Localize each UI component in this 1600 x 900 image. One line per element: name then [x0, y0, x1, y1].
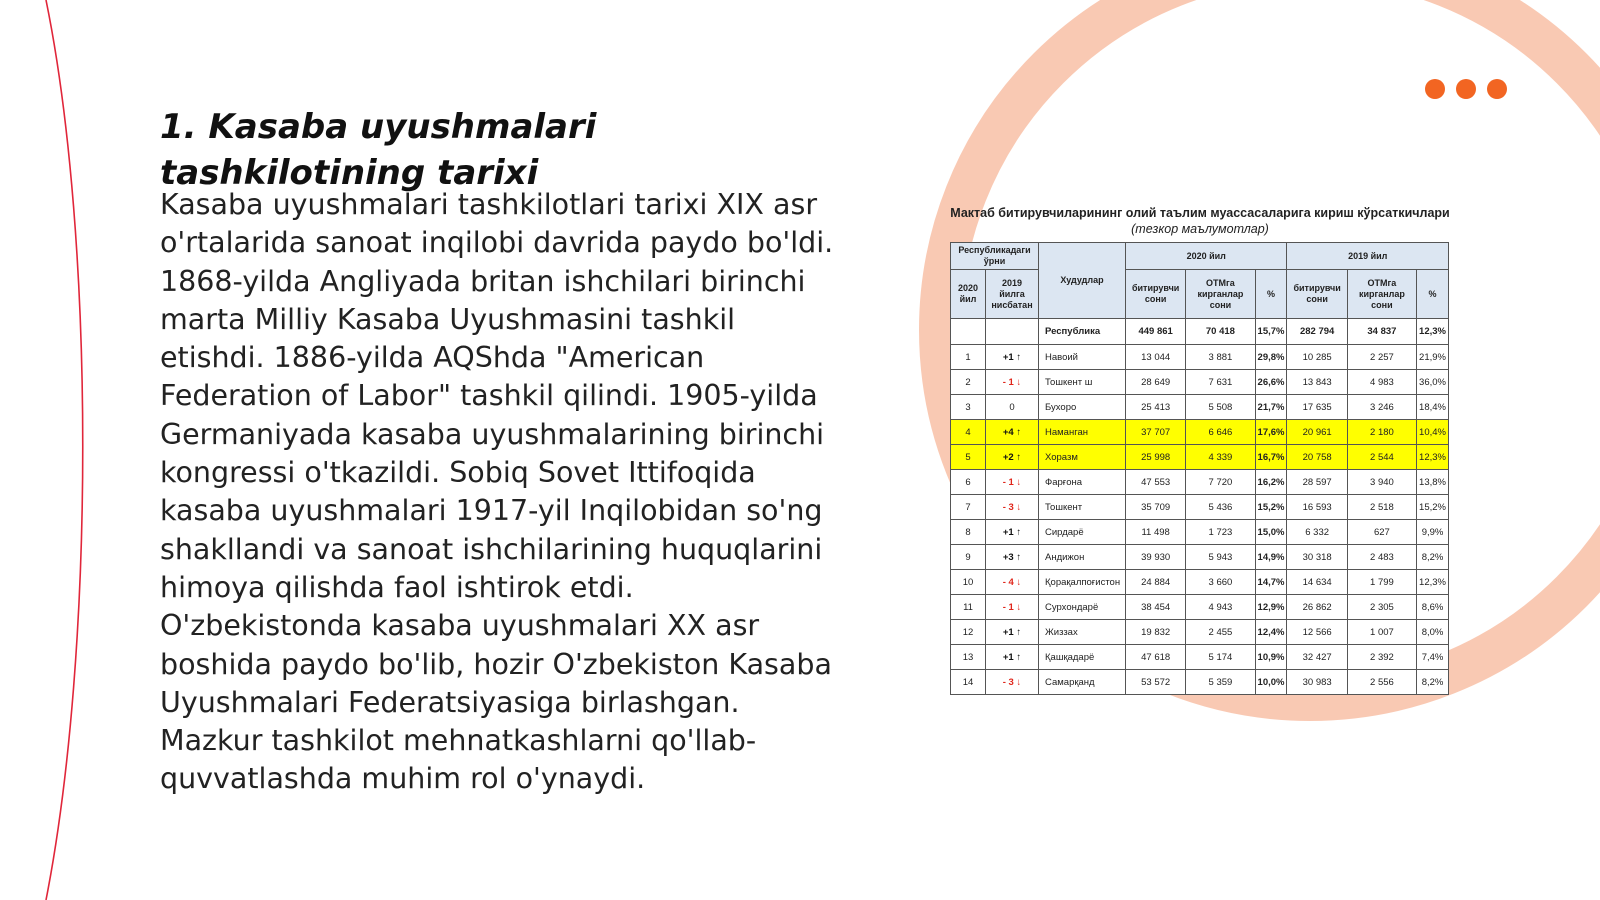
republic-pct-2019: 12,3% — [1417, 319, 1449, 345]
region-cell: Қорақалпоғистон — [1039, 570, 1126, 595]
region-cell: Тошкент — [1039, 495, 1126, 520]
grads-2019-cell: 20 758 — [1287, 445, 1347, 470]
header-year-2020: 2020 йил — [1126, 243, 1287, 270]
grads-2019-cell: 14 634 — [1287, 570, 1347, 595]
rank-cell: 2 — [951, 370, 986, 395]
rank-change-cell: +1 ↑ — [986, 520, 1039, 545]
region-cell: Сирдарё — [1039, 520, 1126, 545]
admitted-2020-cell: 7 720 — [1186, 470, 1255, 495]
pct-2019-cell: 10,4% — [1417, 420, 1449, 445]
orange-dot-icon — [1487, 79, 1507, 99]
header-admitted-2019: ОТМга кирганлар сони — [1347, 270, 1416, 319]
republic-row — [951, 319, 1449, 345]
rank-change-cell: 0 — [986, 395, 1039, 420]
region-cell: Андижон — [1039, 545, 1126, 570]
pct-2019-cell: 7,4% — [1417, 645, 1449, 670]
rank-cell: 7 — [951, 495, 986, 520]
grads-2019-cell: 16 593 — [1287, 495, 1347, 520]
rank-cell: 14 — [951, 670, 986, 695]
region-cell: Сурхондарё — [1039, 595, 1126, 620]
region-cell: Қашқадарё — [1039, 645, 1126, 670]
grads-2020-cell: 47 553 — [1126, 470, 1186, 495]
region-cell: Жиззах — [1039, 620, 1126, 645]
pct-2020-cell: 15,2% — [1255, 495, 1287, 520]
rank-cell: 8 — [951, 520, 986, 545]
region-cell: Наманган — [1039, 420, 1126, 445]
admitted-2019-cell: 2 556 — [1347, 670, 1416, 695]
admitted-2019-cell: 2 544 — [1347, 445, 1416, 470]
admitted-2019-cell: 2 518 — [1347, 495, 1416, 520]
region-cell: Фарғона — [1039, 470, 1126, 495]
admitted-2020-cell: 7 631 — [1186, 370, 1255, 395]
header-pct-2020: % — [1255, 270, 1287, 319]
figure-title: Мактаб битирувчиларининг олий таълим муассасаларига кириш кўрсаткичлари — [950, 206, 1450, 220]
pct-2019-cell: 18,4% — [1417, 395, 1449, 420]
pct-2020-cell: 10,9% — [1255, 645, 1287, 670]
table-row — [951, 570, 1449, 595]
admitted-2019-cell: 2 305 — [1347, 595, 1416, 620]
rank-change-cell: +1 ↑ — [986, 620, 1039, 645]
orange-dot-icon — [1425, 79, 1445, 99]
pct-2020-cell: 16,2% — [1255, 470, 1287, 495]
decorative-red-line — [46, 0, 83, 900]
grads-2019-cell: 17 635 — [1287, 395, 1347, 420]
admitted-2020-cell: 6 646 — [1186, 420, 1255, 445]
grads-2020-cell: 53 572 — [1126, 670, 1186, 695]
pct-2020-cell: 15,0% — [1255, 520, 1287, 545]
pct-2020-cell: 29,8% — [1255, 345, 1287, 370]
republic-admitted-2020: 70 418 — [1186, 319, 1255, 345]
rank-cell: 6 — [951, 470, 986, 495]
pct-2019-cell: 15,2% — [1417, 495, 1449, 520]
region-cell: Бухоро — [1039, 395, 1126, 420]
republic-name: Республика — [1039, 319, 1126, 345]
admitted-2020-cell: 5 436 — [1186, 495, 1255, 520]
admitted-2019-cell: 4 983 — [1347, 370, 1416, 395]
slide-title: 1. Kasaba uyushmalari tashkilotining tarixi — [160, 107, 597, 193]
table-row — [951, 520, 1449, 545]
pct-2020-cell: 21,7% — [1255, 395, 1287, 420]
pct-2019-cell: 8,2% — [1417, 670, 1449, 695]
rank-change-cell: - 1 ↓ — [986, 595, 1039, 620]
grads-2019-cell: 30 318 — [1287, 545, 1347, 570]
grads-2020-cell: 19 832 — [1126, 620, 1186, 645]
pct-2020-cell: 17,6% — [1255, 420, 1287, 445]
grads-2019-cell: 28 597 — [1287, 470, 1347, 495]
table-row — [951, 670, 1449, 695]
republic-grads-2020: 449 861 — [1126, 319, 1186, 345]
admitted-2019-cell: 2 180 — [1347, 420, 1416, 445]
admitted-2020-cell: 5 174 — [1186, 645, 1255, 670]
rank-change-cell: +3 ↑ — [986, 545, 1039, 570]
grads-2019-cell: 20 961 — [1287, 420, 1347, 445]
grads-2020-cell: 25 998 — [1126, 445, 1186, 470]
rank-cell: 12 — [951, 620, 986, 645]
rank-cell: 3 — [951, 395, 986, 420]
header-rank-change: 2019 йилга нисбатан — [986, 270, 1039, 319]
pct-2019-cell: 21,9% — [1417, 345, 1449, 370]
rank-cell: 4 — [951, 420, 986, 445]
admitted-2020-cell: 3 660 — [1186, 570, 1255, 595]
orange-dot-icon — [1456, 79, 1476, 99]
header-year-2019: 2019 йил — [1287, 243, 1449, 270]
grads-2020-cell: 24 884 — [1126, 570, 1186, 595]
header-grads-2019: битирувчи сони — [1287, 270, 1347, 319]
region-cell: Навоий — [1039, 345, 1126, 370]
figure-subtitle: (тезкор маълумотлар) — [1131, 222, 1269, 236]
rank-change-cell: - 4 ↓ — [986, 570, 1039, 595]
grads-2020-cell: 11 498 — [1126, 520, 1186, 545]
pct-2020-cell: 14,9% — [1255, 545, 1287, 570]
grads-2019-cell: 12 566 — [1287, 620, 1347, 645]
region-cell: Тошкент ш — [1039, 370, 1126, 395]
grads-2020-cell: 28 649 — [1126, 370, 1186, 395]
pct-2020-cell: 12,9% — [1255, 595, 1287, 620]
pct-2019-cell: 12,3% — [1417, 445, 1449, 470]
figure-caption — [950, 205, 1450, 237]
admitted-2020-cell: 4 943 — [1186, 595, 1255, 620]
grads-2020-cell: 38 454 — [1126, 595, 1186, 620]
pct-2019-cell: 9,9% — [1417, 520, 1449, 545]
grads-2020-cell: 37 707 — [1126, 420, 1186, 445]
table-row — [951, 395, 1449, 420]
region-cell: Хоразм — [1039, 445, 1126, 470]
table-row — [951, 495, 1449, 520]
rank-cell: 13 — [951, 645, 986, 670]
rank-cell: 1 — [951, 345, 986, 370]
republic-pct-2020: 15,7% — [1255, 319, 1287, 345]
header-admitted-2020: ОТМга кирганлар сони — [1186, 270, 1255, 319]
rank-change-cell: - 3 ↓ — [986, 495, 1039, 520]
admitted-2020-cell: 1 723 — [1186, 520, 1255, 545]
table-row — [951, 545, 1449, 570]
rank-change-cell: - 3 ↓ — [986, 670, 1039, 695]
grads-2019-cell: 26 862 — [1287, 595, 1347, 620]
statistics-table — [950, 242, 1449, 695]
pct-2020-cell: 14,7% — [1255, 570, 1287, 595]
region-cell: Самарқанд — [1039, 670, 1126, 695]
pct-2019-cell: 36,0% — [1417, 370, 1449, 395]
admitted-2020-cell: 5 508 — [1186, 395, 1255, 420]
admitted-2019-cell: 2 483 — [1347, 545, 1416, 570]
admitted-2020-cell: 5 943 — [1186, 545, 1255, 570]
pct-2019-cell: 8,6% — [1417, 595, 1449, 620]
pct-2020-cell: 26,6% — [1255, 370, 1287, 395]
header-rank-2020: 2020 йил — [951, 270, 986, 319]
header-pct-2019: % — [1417, 270, 1449, 319]
grads-2019-cell: 6 332 — [1287, 520, 1347, 545]
rank-change-cell: +2 ↑ — [986, 445, 1039, 470]
grads-2019-cell: 32 427 — [1287, 645, 1347, 670]
rank-cell: 10 — [951, 570, 986, 595]
admitted-2020-cell: 5 359 — [1186, 670, 1255, 695]
rank-change-cell: +1 ↑ — [986, 645, 1039, 670]
admitted-2019-cell: 1 007 — [1347, 620, 1416, 645]
pct-2019-cell: 12,3% — [1417, 570, 1449, 595]
admitted-2019-cell: 3 246 — [1347, 395, 1416, 420]
pct-2019-cell: 8,2% — [1417, 545, 1449, 570]
grads-2020-cell: 35 709 — [1126, 495, 1186, 520]
grads-2019-cell: 10 285 — [1287, 345, 1347, 370]
header-rank-group: Республикадаги ўрни — [951, 243, 1039, 270]
grads-2020-cell: 13 044 — [1126, 345, 1186, 370]
table-row — [951, 620, 1449, 645]
grads-2019-cell: 13 843 — [1287, 370, 1347, 395]
grads-2020-cell: 25 413 — [1126, 395, 1186, 420]
rank-cell: 5 — [951, 445, 986, 470]
rank-change-cell: - 1 ↓ — [986, 470, 1039, 495]
table-row — [951, 470, 1449, 495]
rank-change-cell: - 1 ↓ — [986, 370, 1039, 395]
rank-cell: 11 — [951, 595, 986, 620]
admitted-2019-cell: 1 799 — [1347, 570, 1416, 595]
admitted-2019-cell: 3 940 — [1347, 470, 1416, 495]
admitted-2019-cell: 627 — [1347, 520, 1416, 545]
table-row — [951, 645, 1449, 670]
pct-2020-cell: 10,0% — [1255, 670, 1287, 695]
pct-2019-cell: 13,8% — [1417, 470, 1449, 495]
republic-grads-2019: 282 794 — [1287, 319, 1347, 345]
slide-body-text: Kasaba uyushmalari tashkilotlari tarixi XIX asr o'rtalarida sanoat inqilobi davrida paydo bo'ldi. 1868-yilda Angliyada britan ishchilari birinchi marta Milliy Kasaba Uyushmasini tashkil etishdi. 1886-yilda AQShda "American Federation of Labor" tashkil qilindi. 1905-yilda Germaniyada kasaba uyushmalarining birinchi kongressi o'tkazildi. Sobiq Sovet Ittifoqida kasaba uyushmalari 1917-yil Inqilobidan so'ng shakllandi va sanoat ishchilarining huquqlarini himoya qilishda faol ishtirok etdi. O'zbekistonda kasaba uyushmalari XX asr boshida paydo bo'lib, hozir O'zbekiston Kasaba Uyushmalari Federatsiyasiga birlashgan. Mazkur tashkilot mehnatkashlarni qo'llab-quvvatlashda muhim rol o'ynaydi. — [160, 188, 834, 796]
pct-2020-cell: 16,7% — [1255, 445, 1287, 470]
admitted-2019-cell: 2 392 — [1347, 645, 1416, 670]
republic-admitted-2019: 34 837 — [1347, 319, 1416, 345]
decorative-dots — [1425, 79, 1507, 99]
header-region: Худудлар — [1039, 243, 1126, 319]
table-row — [951, 370, 1449, 395]
table-row — [951, 420, 1449, 445]
grads-2020-cell: 47 618 — [1126, 645, 1186, 670]
rank-change-cell: +4 ↑ — [986, 420, 1039, 445]
table-row — [951, 445, 1449, 470]
rank-change-cell: +1 ↑ — [986, 345, 1039, 370]
header-grads-2020: битирувчи сони — [1126, 270, 1186, 319]
admitted-2019-cell: 2 257 — [1347, 345, 1416, 370]
grads-2020-cell: 39 930 — [1126, 545, 1186, 570]
table-row — [951, 345, 1449, 370]
pct-2020-cell: 12,4% — [1255, 620, 1287, 645]
admitted-2020-cell: 3 881 — [1186, 345, 1255, 370]
grads-2019-cell: 30 983 — [1287, 670, 1347, 695]
admitted-2020-cell: 2 455 — [1186, 620, 1255, 645]
pct-2019-cell: 8,0% — [1417, 620, 1449, 645]
admitted-2020-cell: 4 339 — [1186, 445, 1255, 470]
rank-cell: 9 — [951, 545, 986, 570]
table-row — [951, 595, 1449, 620]
